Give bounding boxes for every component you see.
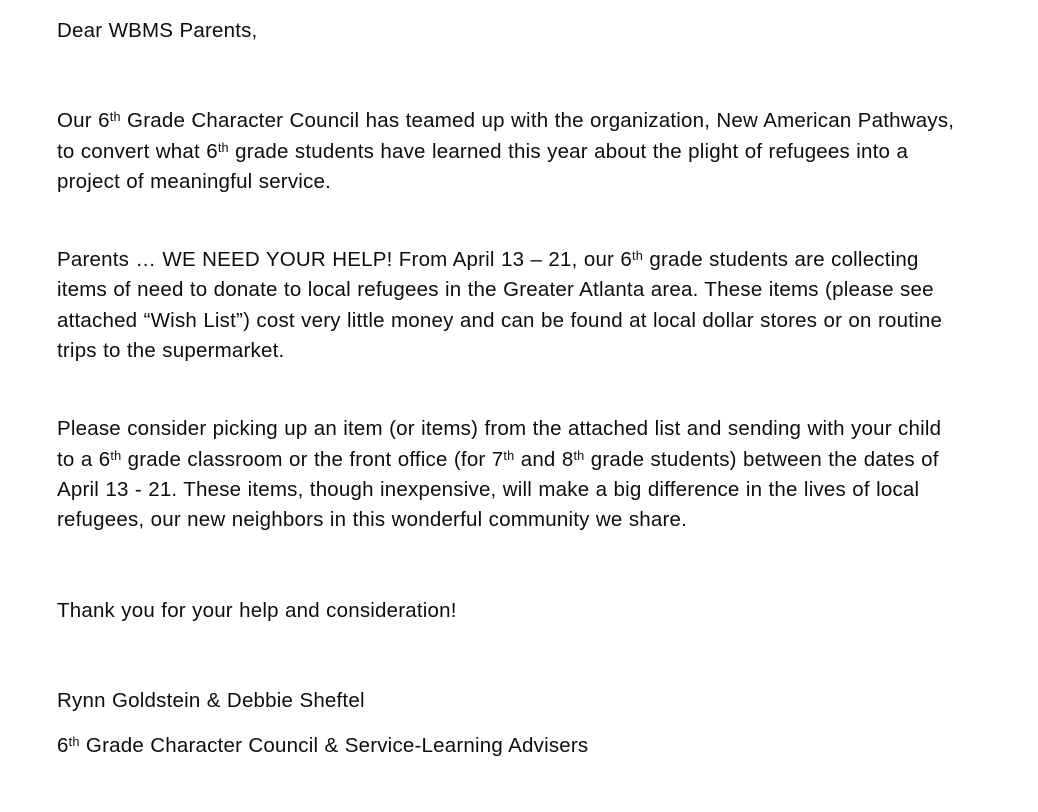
greeting-line xyxy=(57,16,957,46)
signature-names xyxy=(57,686,957,716)
closing-text: Thank you for your help and consideration! xyxy=(57,598,457,622)
ordinal-suffix-seventh: th xyxy=(503,447,515,463)
signature-title-segment-1: 6 xyxy=(57,734,69,758)
request-segment-1: Please consider picking up an item (or items) from the attached list and sending with your child to a 6 xyxy=(57,417,942,471)
ordinal-suffix-eighth: th xyxy=(573,447,585,463)
ordinal-suffix-sixth-d: th xyxy=(110,447,122,463)
request-segment-4: grade students) between the dates of April 13 - 21. These items, though inexpensive, will make a big difference in the lives of local refugees, our new neighbors in this wonderful community we share. xyxy=(57,447,939,532)
signature-names-text: Rynn Goldstein & Debbie Sheftel xyxy=(57,688,365,712)
signature-title xyxy=(57,731,957,761)
paragraph-appeal xyxy=(57,245,957,366)
greeting-text: Dear WBMS Parents, xyxy=(57,19,258,42)
appeal-segment-1: Parents … WE NEED YOUR HELP! From April 13 – 21, our 6 xyxy=(57,248,633,272)
request-segment-3: and 8 xyxy=(514,447,574,471)
paragraph-intro xyxy=(57,106,957,197)
intro-segment-3: grade students have learned this year about the plight of refugees into a project of meaningful service. xyxy=(57,139,909,193)
request-segment-2: grade classroom or the front office (for 7 xyxy=(121,447,504,471)
ordinal-suffix-sixth-e: th xyxy=(68,734,80,750)
intro-segment-2: Grade Character Council has teamed up with the organization, New American Pathways, to convert what 6 xyxy=(57,109,955,163)
closing-line xyxy=(57,596,957,626)
ordinal-suffix-sixth-b: th xyxy=(217,139,229,155)
intro-segment-1: Our 6 xyxy=(57,109,110,133)
letter-body xyxy=(57,16,957,761)
signature-title-segment-2: Grade Character Council & Service-Learning Advisers xyxy=(79,734,589,758)
ordinal-suffix-sixth-a: th xyxy=(109,109,121,125)
ordinal-suffix-sixth-c: th xyxy=(632,248,644,264)
paragraph-request xyxy=(57,414,957,535)
appeal-segment-2: grade students are collecting items of need to donate to local refugees in the Greater Atlanta area. These items (please see attached “Wish List”) cost very little money and can be found at local dollar stores or on routine trips to the supermarket. xyxy=(57,248,943,363)
